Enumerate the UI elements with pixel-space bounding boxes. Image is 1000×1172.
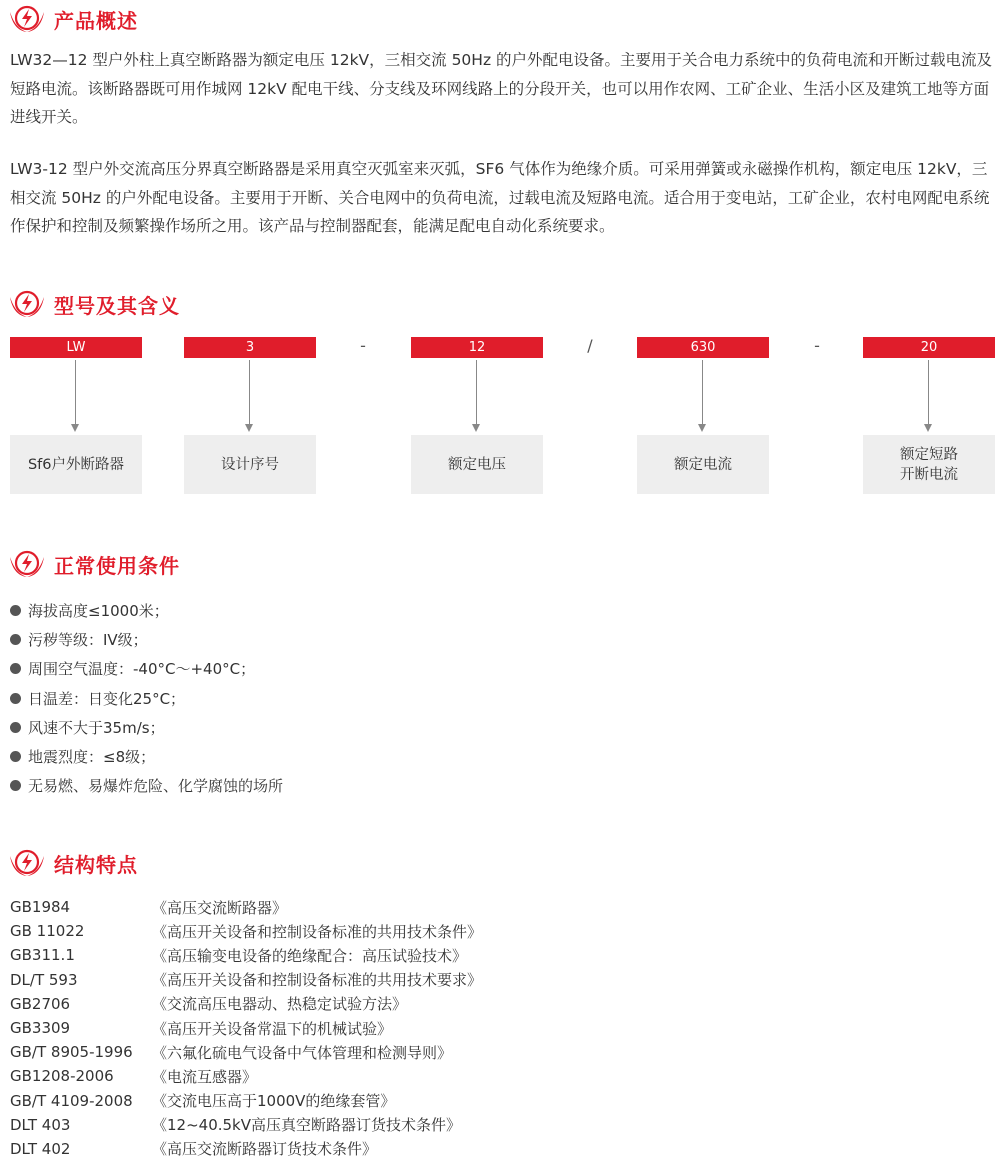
- list-item: [10, 771, 283, 800]
- model-description-box: [863, 435, 995, 494]
- condition-text: 海拔高度≤1000米；: [28, 602, 169, 621]
- condition-text: 污秽等级：IV级；: [28, 631, 148, 650]
- standard-name: 《交流电压高于1000V的绝缘套管》: [152, 1092, 396, 1111]
- model-description-label: 设计序号: [221, 456, 279, 473]
- standard-code: DL/T 593: [10, 970, 78, 989]
- model-description-label: Sf6户外断路器: [27, 456, 125, 473]
- list-item: [10, 919, 482, 943]
- section-title-model: 型号及其含义: [54, 293, 180, 318]
- lightning-leaf-icon: [8, 848, 46, 878]
- standard-name: 《交流高压电器动、热稳定试验方法》: [152, 995, 408, 1014]
- list-item: [10, 684, 283, 713]
- section-header-model: [8, 289, 180, 319]
- standard-name: 《高压交流断路器》: [152, 898, 288, 917]
- model-separator: /: [587, 336, 593, 355]
- list-item: [10, 992, 482, 1016]
- standard-code: GB/T 8905-1996: [10, 1043, 133, 1062]
- section-title-structure: 结构特点: [54, 852, 138, 877]
- bullet-dot-icon: [10, 722, 21, 733]
- standard-code: GB 11022: [10, 922, 85, 941]
- standard-code: GB1984: [10, 898, 71, 917]
- model-code-box: 630: [637, 337, 769, 358]
- lightning-leaf-icon: [8, 4, 46, 34]
- list-item: [10, 625, 283, 654]
- standard-code: GB2706: [10, 994, 71, 1013]
- list-item: [10, 943, 482, 967]
- standard-code: DLT 402: [10, 1139, 71, 1158]
- section-title-overview: 产品概述: [54, 8, 138, 33]
- model-description-label: 额定短路 开断电流: [900, 446, 958, 483]
- standard-code: GB311.1: [10, 946, 75, 965]
- condition-text: 周围空气温度：-40°C～+40°C；: [28, 660, 256, 679]
- standard-name: 《12~40.5kV高压真空断路器订货技术条件》: [152, 1116, 462, 1135]
- list-item: [10, 1016, 482, 1040]
- down-arrow-icon: [245, 360, 255, 433]
- list-item: [10, 596, 283, 625]
- section-header-structure: [8, 848, 138, 878]
- down-arrow-icon: [698, 360, 708, 433]
- section-header-conditions: [8, 549, 180, 579]
- bullet-dot-icon: [10, 751, 21, 762]
- standard-name: 《高压开关设备常温下的机械试验》: [152, 1019, 393, 1038]
- standard-name: 《高压交流断路器订货技术条件》: [152, 1140, 378, 1159]
- standard-code: DLT 403: [10, 1115, 71, 1134]
- list-item: [10, 654, 283, 683]
- standard-name: 《高压开关设备和控制设备标准的共用技术条件》: [152, 922, 483, 941]
- section-title-conditions: 正常使用条件: [54, 553, 180, 578]
- model-description-box: [184, 435, 316, 494]
- bullet-dot-icon: [10, 634, 21, 645]
- standards-list: [10, 895, 482, 1161]
- lightning-leaf-icon: [8, 289, 46, 319]
- model-description-label: 额定电流: [674, 456, 732, 473]
- list-item: [10, 895, 482, 919]
- lightning-leaf-icon: [8, 549, 46, 579]
- condition-text: 地震烈度：≤8级；: [28, 748, 156, 767]
- model-description-label: 额定电压: [448, 456, 506, 473]
- model-separator: -: [814, 336, 820, 355]
- section-header-overview: [8, 4, 138, 34]
- standard-name: 《高压开关设备和控制设备标准的共用技术要求》: [152, 971, 483, 990]
- standard-name: 《电流互感器》: [152, 1067, 258, 1086]
- standard-code: GB3309: [10, 1019, 71, 1038]
- bullet-dot-icon: [10, 663, 21, 674]
- overview-paragraph-1: LW32—12 型户外柱上真空断路器为额定电压 12kV，三相交流 50Hz 的户外配电设备。主要用于关合电力系统中的负荷电流和开断过载电流及短路电流。该断路器既可用作城网 12kV 配电干线、分支线及环网线路上的分段开关，也可以用作农网、工矿企业、生活小区及建筑工地等方面进线开关。: [10, 51, 993, 126]
- model-description-box: [411, 435, 543, 494]
- condition-text: 日温差：日变化25°C；: [28, 689, 186, 708]
- standard-code: GB/T 4109-2008: [10, 1091, 133, 1110]
- list-item: [10, 1089, 482, 1113]
- list-item: [10, 968, 482, 992]
- bullet-dot-icon: [10, 605, 21, 616]
- model-code-box: 20: [863, 337, 995, 358]
- bullet-dot-icon: [10, 693, 21, 704]
- down-arrow-icon: [71, 360, 81, 433]
- model-code-box: LW: [10, 337, 142, 358]
- standard-name: 《高压输变电设备的绝缘配合：高压试验技术》: [152, 946, 468, 965]
- condition-text: 风速不大于35m/s；: [28, 718, 165, 737]
- list-item: [10, 742, 283, 771]
- model-separator: -: [360, 336, 366, 355]
- list-item: [10, 713, 283, 742]
- conditions-list: [10, 596, 283, 800]
- list-item: [10, 1137, 482, 1161]
- bullet-dot-icon: [10, 780, 21, 791]
- standard-name: 《六氟化硫电气设备中气体管理和检测导则》: [152, 1043, 453, 1062]
- list-item: [10, 1064, 482, 1088]
- condition-text: 无易燃、易爆炸危险、化学腐蚀的场所: [28, 777, 284, 796]
- model-code-box: 12: [411, 337, 543, 358]
- model-code-box: 3: [184, 337, 316, 358]
- model-description-box: [637, 435, 769, 494]
- overview-paragraph-2: LW3-12 型户外交流高压分界真空断路器是采用真空灭弧室来灭弧，SF6 气体作为绝缘介质。可采用弹簧或永磁操作机构，额定电压 12kV，三相交流 50Hz 的户外配电设备。主要用于开断、关合电网中的负荷电流，过载电流及短路电流。适合用于变电站，工矿企业，农村电网配电系统作保护和控制及频繁操作场所之用。该产品与控制器配套，能满足配电自动化系统要求。: [10, 160, 990, 235]
- standard-code: GB1208-2006: [10, 1067, 114, 1086]
- list-item: [10, 1040, 482, 1064]
- down-arrow-icon: [472, 360, 482, 433]
- model-description-box: [10, 435, 142, 494]
- down-arrow-icon: [924, 360, 934, 433]
- list-item: [10, 1113, 482, 1137]
